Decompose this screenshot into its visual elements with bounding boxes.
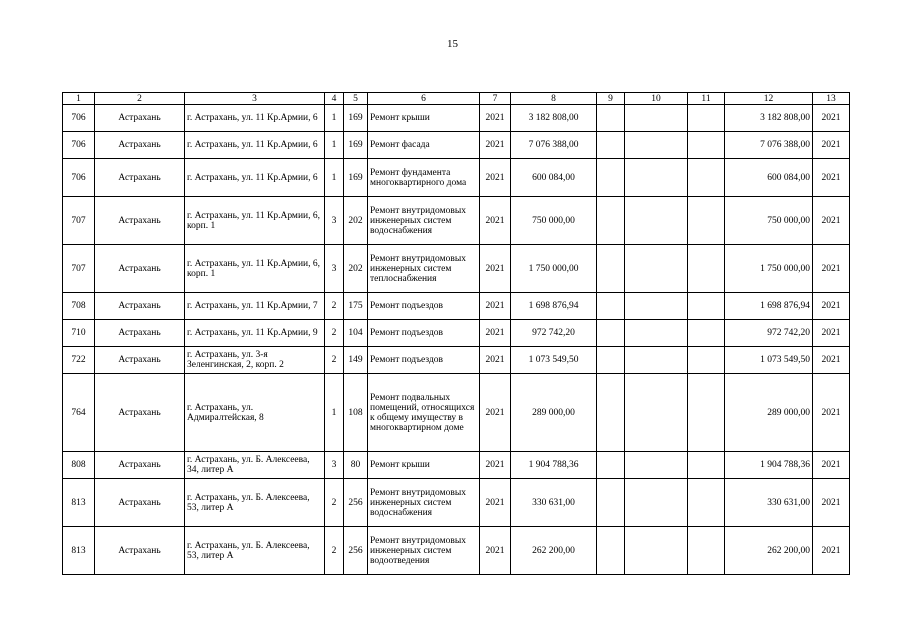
cell-11-cell [688, 452, 725, 479]
building-code-cell: 1 [325, 132, 344, 159]
building-code-cell: 2 [325, 293, 344, 320]
start-year-cell: 2021 [480, 527, 511, 575]
cell-10-cell [625, 527, 688, 575]
address-cell: г. Астрахань, ул. Б. Алексеева, 53, литер А [185, 527, 325, 575]
total-cost-cell: 289 000,00 [511, 374, 597, 452]
fund-cost-cell: 1 750 000,00 [725, 245, 813, 293]
end-year-cell: 2021 [813, 132, 850, 159]
building-code-cell: 1 [325, 105, 344, 132]
work-type-cell: Ремонт подвальных помещений, относящихся к общему имуществу в многоквартирном доме [368, 374, 480, 452]
cell-10-cell [625, 320, 688, 347]
municipality-cell: Астрахань [95, 452, 185, 479]
building-code-cell: 2 [325, 347, 344, 374]
building-code-cell: 1 [325, 159, 344, 197]
end-year-cell: 2021 [813, 105, 850, 132]
municipality-cell: Астрахань [95, 527, 185, 575]
end-year-cell: 2021 [813, 245, 850, 293]
building-number-cell: 175 [344, 293, 368, 320]
work-type-cell: Ремонт подъездов [368, 347, 480, 374]
work-type-cell: Ремонт внутридомовых инженерных систем теплоснабжения [368, 245, 480, 293]
cell-10-cell [625, 105, 688, 132]
cell-9-cell [597, 132, 625, 159]
building-code-cell: 3 [325, 245, 344, 293]
end-year-cell: 2021 [813, 527, 850, 575]
total-cost-cell: 972 742,20 [511, 320, 597, 347]
table-row [63, 347, 850, 374]
building-number-cell: 108 [344, 374, 368, 452]
row-number-cell: 764 [63, 374, 95, 452]
fund-cost-cell: 262 200,00 [725, 527, 813, 575]
row-number-cell: 707 [63, 245, 95, 293]
municipality-cell: Астрахань [95, 105, 185, 132]
end-year-cell: 2021 [813, 374, 850, 452]
work-type-cell: Ремонт фундамента многоквартирного дома [368, 159, 480, 197]
total-cost-cell: 750 000,00 [511, 197, 597, 245]
work-type-cell: Ремонт внутридомовых инженерных систем водоснабжения [368, 197, 480, 245]
column-header: 13 [813, 93, 850, 105]
column-header: 1 [63, 93, 95, 105]
municipality-cell: Астрахань [95, 347, 185, 374]
municipality-cell: Астрахань [95, 197, 185, 245]
work-type-cell: Ремонт внутридомовых инженерных систем водоотведения [368, 527, 480, 575]
cell-9-cell [597, 527, 625, 575]
column-header: 12 [725, 93, 813, 105]
address-cell: г. Астрахань, ул. Адмиралтейская, 8 [185, 374, 325, 452]
table-row [63, 159, 850, 197]
start-year-cell: 2021 [480, 132, 511, 159]
municipality-cell: Астрахань [95, 320, 185, 347]
cell-11-cell [688, 132, 725, 159]
building-code-cell: 2 [325, 479, 344, 527]
row-number-cell: 808 [63, 452, 95, 479]
building-number-cell: 256 [344, 479, 368, 527]
column-header: 2 [95, 93, 185, 105]
end-year-cell: 2021 [813, 479, 850, 527]
cell-11-cell [688, 374, 725, 452]
municipality-cell: Астрахань [95, 374, 185, 452]
address-cell: г. Астрахань, ул. 3-я Зеленгинская, 2, корп. 2 [185, 347, 325, 374]
building-number-cell: 169 [344, 105, 368, 132]
work-type-cell: Ремонт подъездов [368, 320, 480, 347]
cell-11-cell [688, 527, 725, 575]
start-year-cell: 2021 [480, 320, 511, 347]
table-row [63, 197, 850, 245]
start-year-cell: 2021 [480, 159, 511, 197]
fund-cost-cell: 289 000,00 [725, 374, 813, 452]
total-cost-cell: 330 631,00 [511, 479, 597, 527]
column-header: 9 [597, 93, 625, 105]
cell-9-cell [597, 293, 625, 320]
cell-11-cell [688, 293, 725, 320]
work-type-cell: Ремонт крыши [368, 452, 480, 479]
building-number-cell: 149 [344, 347, 368, 374]
end-year-cell: 2021 [813, 293, 850, 320]
municipality-cell: Астрахань [95, 132, 185, 159]
table-row [63, 105, 850, 132]
cell-10-cell [625, 479, 688, 527]
table-row [63, 132, 850, 159]
row-number-cell: 706 [63, 132, 95, 159]
column-header: 6 [368, 93, 480, 105]
cell-9-cell [597, 320, 625, 347]
work-type-cell: Ремонт внутридомовых инженерных систем водоснабжения [368, 479, 480, 527]
repair-register-table [62, 92, 850, 575]
table-row [63, 527, 850, 575]
cell-11-cell [688, 197, 725, 245]
fund-cost-cell: 3 182 808,00 [725, 105, 813, 132]
row-number-cell: 706 [63, 159, 95, 197]
start-year-cell: 2021 [480, 293, 511, 320]
fund-cost-cell: 330 631,00 [725, 479, 813, 527]
building-code-cell: 2 [325, 527, 344, 575]
total-cost-cell: 1 073 549,50 [511, 347, 597, 374]
cell-10-cell [625, 452, 688, 479]
page-number: 15 [447, 38, 458, 50]
cell-11-cell [688, 347, 725, 374]
cell-11-cell [688, 245, 725, 293]
address-cell: г. Астрахань, ул. Б. Алексеева, 34, литер А [185, 452, 325, 479]
start-year-cell: 2021 [480, 452, 511, 479]
column-header: 8 [511, 93, 597, 105]
cell-10-cell [625, 293, 688, 320]
building-number-cell: 256 [344, 527, 368, 575]
fund-cost-cell: 600 084,00 [725, 159, 813, 197]
building-number-cell: 169 [344, 159, 368, 197]
column-header: 11 [688, 93, 725, 105]
column-header: 3 [185, 93, 325, 105]
end-year-cell: 2021 [813, 159, 850, 197]
building-number-cell: 104 [344, 320, 368, 347]
table-row [63, 245, 850, 293]
total-cost-cell: 1 750 000,00 [511, 245, 597, 293]
total-cost-cell: 1 698 876,94 [511, 293, 597, 320]
start-year-cell: 2021 [480, 479, 511, 527]
cell-10-cell [625, 159, 688, 197]
row-number-cell: 722 [63, 347, 95, 374]
table-row [63, 320, 850, 347]
cell-9-cell [597, 452, 625, 479]
municipality-cell: Астрахань [95, 245, 185, 293]
work-type-cell: Ремонт крыши [368, 105, 480, 132]
cell-10-cell [625, 197, 688, 245]
cell-9-cell [597, 479, 625, 527]
end-year-cell: 2021 [813, 347, 850, 374]
row-number-cell: 708 [63, 293, 95, 320]
address-cell: г. Астрахань, ул. 11 Кр.Армии, 6 [185, 105, 325, 132]
building-number-cell: 80 [344, 452, 368, 479]
column-header: 5 [344, 93, 368, 105]
row-number-cell: 813 [63, 479, 95, 527]
fund-cost-cell: 750 000,00 [725, 197, 813, 245]
municipality-cell: Астрахань [95, 293, 185, 320]
address-cell: г. Астрахань, ул. Б. Алексеева, 53, литер А [185, 479, 325, 527]
start-year-cell: 2021 [480, 105, 511, 132]
total-cost-cell: 7 076 388,00 [511, 132, 597, 159]
cell-9-cell [597, 347, 625, 374]
cell-9-cell [597, 105, 625, 132]
fund-cost-cell: 1 698 876,94 [725, 293, 813, 320]
fund-cost-cell: 1 073 549,50 [725, 347, 813, 374]
address-cell: г. Астрахань, ул. 11 Кр.Армии, 6 [185, 159, 325, 197]
address-cell: г. Астрахань, ул. 11 Кр.Армии, 6 [185, 132, 325, 159]
row-number-cell: 710 [63, 320, 95, 347]
work-type-cell: Ремонт подъездов [368, 293, 480, 320]
cell-10-cell [625, 245, 688, 293]
row-number-cell: 706 [63, 105, 95, 132]
cell-11-cell [688, 105, 725, 132]
end-year-cell: 2021 [813, 452, 850, 479]
building-code-cell: 3 [325, 452, 344, 479]
column-header: 10 [625, 93, 688, 105]
end-year-cell: 2021 [813, 197, 850, 245]
row-number-cell: 707 [63, 197, 95, 245]
start-year-cell: 2021 [480, 197, 511, 245]
cell-11-cell [688, 159, 725, 197]
total-cost-cell: 3 182 808,00 [511, 105, 597, 132]
column-header: 7 [480, 93, 511, 105]
cell-9-cell [597, 197, 625, 245]
start-year-cell: 2021 [480, 245, 511, 293]
fund-cost-cell: 1 904 788,36 [725, 452, 813, 479]
cell-9-cell [597, 159, 625, 197]
table-row [63, 293, 850, 320]
start-year-cell: 2021 [480, 374, 511, 452]
address-cell: г. Астрахань, ул. 11 Кр.Армии, 6, корп. 1 [185, 197, 325, 245]
building-number-cell: 202 [344, 197, 368, 245]
column-number-row [63, 93, 850, 105]
building-code-cell: 1 [325, 374, 344, 452]
total-cost-cell: 1 904 788,36 [511, 452, 597, 479]
table-row [63, 479, 850, 527]
fund-cost-cell: 7 076 388,00 [725, 132, 813, 159]
municipality-cell: Астрахань [95, 159, 185, 197]
total-cost-cell: 262 200,00 [511, 527, 597, 575]
address-cell: г. Астрахань, ул. 11 Кр.Армии, 6, корп. 1 [185, 245, 325, 293]
cell-11-cell [688, 479, 725, 527]
cell-10-cell [625, 347, 688, 374]
cell-10-cell [625, 374, 688, 452]
building-code-cell: 2 [325, 320, 344, 347]
table-row [63, 374, 850, 452]
address-cell: г. Астрахань, ул. 11 Кр.Армии, 9 [185, 320, 325, 347]
municipality-cell: Астрахань [95, 479, 185, 527]
building-number-cell: 169 [344, 132, 368, 159]
fund-cost-cell: 972 742,20 [725, 320, 813, 347]
end-year-cell: 2021 [813, 320, 850, 347]
cell-9-cell [597, 374, 625, 452]
start-year-cell: 2021 [480, 347, 511, 374]
address-cell: г. Астрахань, ул. 11 Кр.Армии, 7 [185, 293, 325, 320]
work-type-cell: Ремонт фасада [368, 132, 480, 159]
building-number-cell: 202 [344, 245, 368, 293]
row-number-cell: 813 [63, 527, 95, 575]
cell-11-cell [688, 320, 725, 347]
cell-9-cell [597, 245, 625, 293]
column-header: 4 [325, 93, 344, 105]
building-code-cell: 3 [325, 197, 344, 245]
cell-10-cell [625, 132, 688, 159]
total-cost-cell: 600 084,00 [511, 159, 597, 197]
table-row [63, 452, 850, 479]
